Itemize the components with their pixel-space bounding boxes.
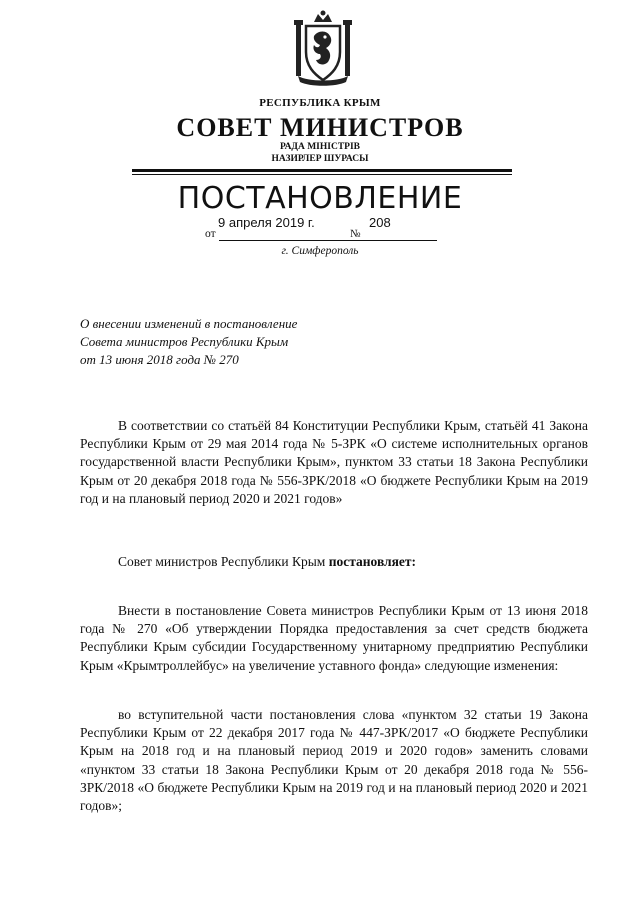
header-divider <box>132 169 512 172</box>
subject-line: от 13 июня 2018 года № 270 <box>80 352 239 367</box>
resolves-text: Совет министров Республики Крым <box>118 554 329 569</box>
subject-line: О внесении изменений в постановление <box>80 316 298 331</box>
document-number: 208 <box>369 215 391 230</box>
preamble-paragraph: В соответствии со статьёй 84 Конституции Республики Крым, статьёй 41 Закона Республики Крым от 29 мая 2014 года № 5-ЗРК «О системе исполнительных органов государственной власти Республики Крым», пунктом 33 статьи 18 Закона Республики Крым от 20 декабря 2018 года № 556-ЗРК/2018 «О бюджете Республики Крым на 2019 год и на плановый период 2020 и 2021 годов» <box>80 418 588 506</box>
crimea-coat-of-arms-icon <box>294 10 352 86</box>
amendment-intro-paragraph: Внести в постановление Совета министров Республики Крым от 13 июня 2018 года № 270 «Об утверждении Порядка предоставления за счет средств бюджета Республики Крым субсидии Государственному унитарному предприятию Республики Крым «Крымтроллейбус» на увеличение уставного фонда» следующие изменения: <box>80 603 588 673</box>
amendment-item-paragraph: во вступительной части постановления слова «пунктом 32 статьи 19 Закона Республики Крым от 22 декабря 2017 года № 447-ЗРК/2017 «О бюджете Республики Крым на 2018 год и на плановый период 2019 и 2020 годов» заменить словами «пунктом 33 статьи 18 Закона Республики Крым от 20 декабря 2018 года № 556-ЗРК/2018 «О бюджете Республики Крым на 2019 год и на плановый период 2020 и 2021 годов»; <box>80 707 588 814</box>
city: г. Симферополь <box>281 245 359 257</box>
resolves-keyword: постановляет: <box>328 554 417 569</box>
header-divider-thin <box>132 174 512 175</box>
document-subject <box>80 315 297 369</box>
council-title-crimean-tatar: НАЗИРЛЕР ШУРАСЫ <box>271 154 369 164</box>
resolves-paragraph <box>80 553 588 571</box>
council-title-ukrainian: РАДА МІНІСТРІВ <box>279 142 360 152</box>
date-underline <box>219 240 437 241</box>
subject-line: Совета министров Республики Крым <box>80 334 289 349</box>
date-prefix: от <box>205 228 216 240</box>
date-number-row <box>0 212 640 242</box>
document-date: 9 апреля 2019 г. <box>218 215 315 230</box>
republic-name: РЕСПУБЛИКА КРЫМ <box>259 97 381 109</box>
document-type-title: ПОСТАНОВЛЕНИЕ <box>177 181 463 216</box>
number-label: № <box>350 228 361 240</box>
council-title: СОВЕТ МИНИСТРОВ <box>176 113 464 142</box>
